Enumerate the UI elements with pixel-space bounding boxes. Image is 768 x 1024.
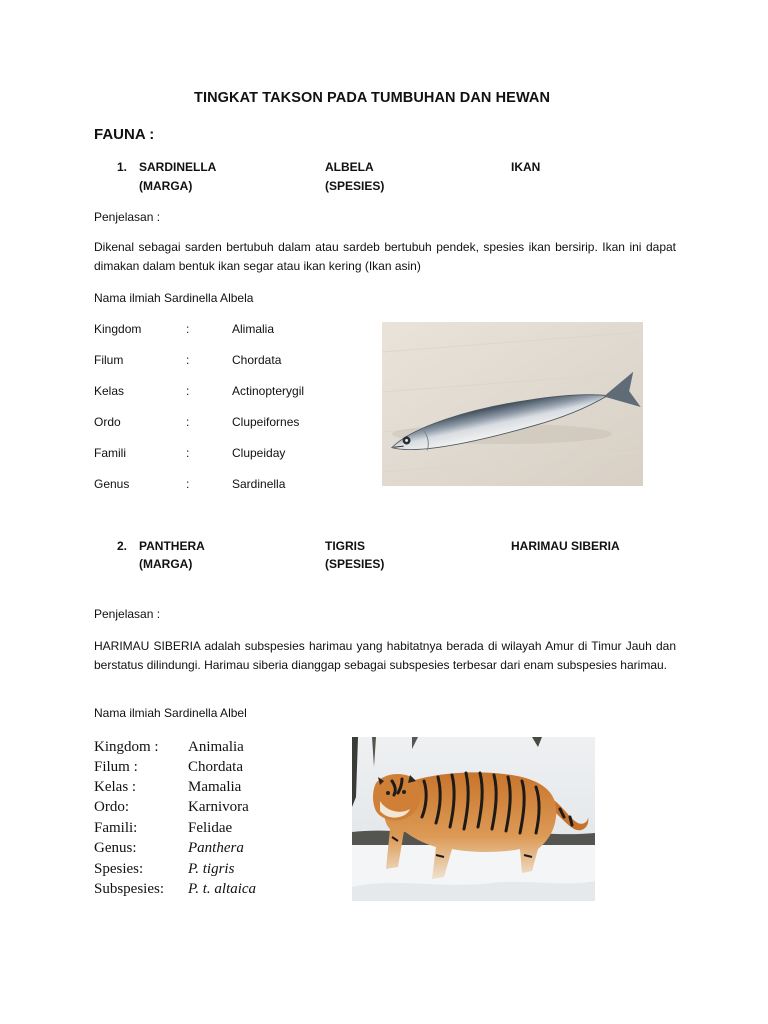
tax-rank: Filum — [94, 353, 124, 367]
item1-number: 1. — [117, 160, 128, 174]
tax-value: Chordata — [188, 759, 243, 775]
tax-value: Sardinella — [232, 477, 286, 491]
tax-value: P. t. altaica — [188, 881, 257, 897]
tax-rank: Genus: — [94, 840, 137, 856]
item2-species-rank: (SPESIES) — [325, 557, 385, 571]
item1-explain-label: Penjelasan : — [94, 210, 161, 224]
item1-common-name: IKAN — [511, 160, 541, 174]
tax-rank: Subspesies: — [94, 881, 165, 897]
item1-species-rank: (SPESIES) — [325, 179, 385, 193]
item2-species: TIGRIS — [325, 539, 366, 553]
tax-rank: Famili — [94, 446, 126, 460]
item2-scientific-name: Nama ilmiah Sardinella Albel — [94, 706, 247, 720]
tax-value: Panthera — [188, 840, 244, 856]
tax-value: Actinopterygil — [232, 384, 305, 398]
tax-sep: : — [186, 384, 190, 398]
tiger-photo — [352, 737, 595, 901]
item2-number: 2. — [117, 539, 128, 553]
tax-value: Chordata — [232, 353, 282, 367]
fish-photo — [382, 322, 643, 486]
section-heading: FAUNA : — [94, 126, 155, 143]
item2-genus: PANTHERA — [139, 539, 205, 553]
tax-rank: Kingdom — [94, 322, 142, 336]
item2-explain-label: Penjelasan : — [94, 607, 161, 621]
tax-rank: Ordo — [94, 415, 121, 429]
item1-explain-text: Dikenal sebagai sarden bertubuh dalam atau sardeb bertubuh pendek, spesies ikan bersirip. Ikan ini dapat dimakan dalam bentuk ikan segar atau ikan kering (Ikan asin) — [94, 240, 676, 273]
tiger-image — [352, 737, 595, 901]
tax-value: Alimalia — [232, 322, 275, 336]
tax-sep: : — [186, 415, 190, 429]
tax-rank: Famili: — [94, 820, 138, 836]
item1-species: ALBELA — [325, 160, 374, 174]
item1-genus-rank: (MARGA) — [139, 179, 193, 193]
tax-rank: Genus — [94, 477, 130, 491]
tax-value: Animalia — [188, 739, 244, 755]
tax-value: Mamalia — [188, 779, 242, 795]
tax-rank: Ordo: — [94, 799, 129, 815]
tax-rank: Kelas : — [94, 779, 137, 795]
item2-explain-text: HARIMAU SIBERIA adalah subspesies harimau yang habitatnya berada di wilayah Amur di Timur Jauh dan berstatus dilindungi. Harimau siberia dianggap sebagai subspesies terbesar dari enam subspesies harimau. — [94, 639, 676, 672]
tax-sep: : — [186, 446, 190, 460]
tax-value: Clupeifornes — [232, 415, 300, 429]
item2-genus-rank: (MARGA) — [139, 557, 193, 571]
page-title: TINGKAT TAKSON PADA TUMBUHAN DAN HEWAN — [194, 90, 551, 106]
tax-sep: : — [186, 322, 190, 336]
tax-rank: Kelas — [94, 384, 125, 398]
item2-common-name: HARIMAU SIBERIA — [511, 539, 620, 553]
fish-image — [382, 322, 643, 486]
tax-rank: Kingdom : — [94, 739, 159, 755]
tax-value: P. tigris — [188, 861, 235, 877]
tax-rank: Filum : — [94, 759, 138, 775]
tax-sep: : — [186, 353, 190, 367]
item1-scientific-name: Nama ilmiah Sardinella Albela — [94, 291, 254, 305]
tax-sep: : — [186, 477, 190, 491]
tax-value: Karnivora — [188, 799, 249, 815]
tax-value: Clupeiday — [232, 446, 286, 460]
tax-rank: Spesies: — [94, 861, 144, 877]
item1-genus: SARDINELLA — [139, 160, 217, 174]
tax-value: Felidae — [188, 820, 233, 836]
